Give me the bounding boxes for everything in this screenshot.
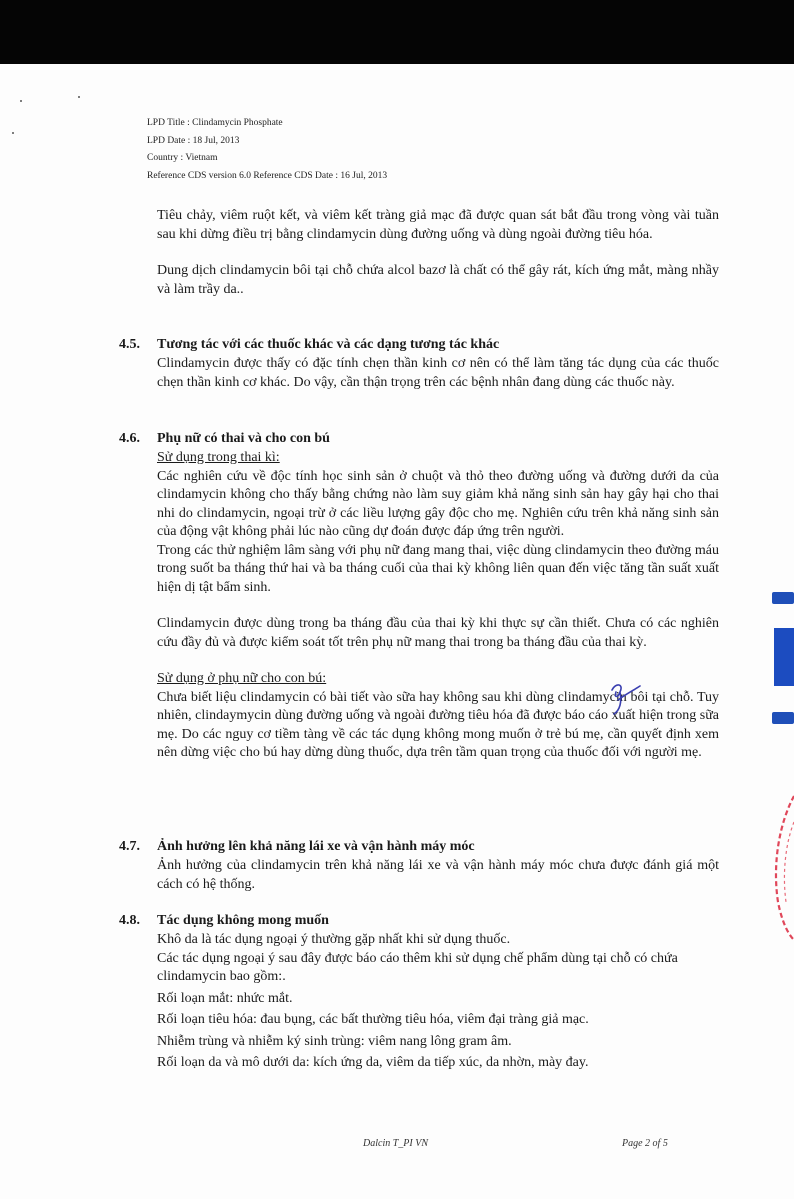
header-title: LPD Title : Clindamycin Phosphate (147, 118, 283, 128)
section-4-7-paragraph: Ảnh hưởng của clindamycin trên khả năng lái xe và vận hành máy móc chưa được đánh giá một cách có hệ thống. (157, 858, 719, 892)
adverse-line: Các tác dụng ngoại ý sau đây được báo cáo thêm khi sử dụng chế phẩm dùng tại chỗ có chứa clindamycin bao gồm:. (157, 950, 678, 984)
document-header (147, 115, 387, 185)
section-4-5-paragraph: Clindamycin được thấy có đặc tính chẹn thần kinh cơ nên có thể làm tăng tác dụng của các thuốc chẹn thần kinh cơ khác. Do vậy, cần thận trọng trên các bệnh nhân đang dùng các thuốc này. (157, 356, 719, 390)
edge-stamp-fragment (772, 712, 794, 724)
section-4-7-body (157, 857, 719, 894)
adverse-line: Khô da là tác dụng ngoại ý thường gặp nhất khi sử dụng thuốc. (157, 932, 511, 947)
scan-top-border (0, 0, 794, 64)
adverse-line: Rối loạn tiêu hóa: đau bụng, các bất thường tiêu hóa, viêm đại tràng giả mạc. (157, 1012, 589, 1027)
lactation-paragraph: Chưa biết liệu clindamycin có bài tiết vào sữa hay không sau khi dùng clindamycin bôi tại chỗ. Tuy nhiên, clindaymycin dùng đường uống và ngoài đường tiêu hóa đã được báo cáo xuất hiện trong sữa mẹ. Do các nguy cơ tiềm tàng về các tác dụng không mong muốn ở trẻ bú mẹ, cần quyết định xem nên dừng việc cho bú hay dừng dùng thuốc, dựa trên tầm quan trọng của thuốc đối với người mẹ. (157, 689, 719, 760)
subheading-lactation: Sử dụng ở phụ nữ cho con bú: (157, 671, 327, 686)
section-4-6-heading (119, 430, 330, 448)
footer-document-id: Dalcin T_PI VN (363, 1138, 428, 1149)
subheading-pregnancy: Sử dụng trong thai kì: (157, 450, 280, 465)
handwritten-initial-signature (606, 678, 642, 718)
red-seal-fragment (768, 792, 794, 942)
section-4-5-heading (119, 336, 499, 354)
edge-stamp-fragment (772, 592, 794, 604)
header-date: LPD Date : 18 Jul, 2013 (147, 135, 240, 146)
section-title: Ảnh hưởng lên khả năng lái xe và vận hành máy móc (157, 839, 475, 854)
section-4-5-body (157, 355, 719, 392)
pregnancy-paragraph-1: Các nghiên cứu về độc tính học sinh sản ở chuột và thỏ theo đường uống và đường dưới da của clindamycin không cho thấy bằng chứng nào làm suy giảm khả năng sinh sản hay gây hại cho thai nhi do clindamycin, ngoại trừ ở các liều lượng gây độc cho mẹ. Nghiên cứu trên khả năng sinh sản của động vật không phải lúc nào cũng dự đoán được đáp ứng trên người. (157, 468, 719, 539)
intro-paragraph-2: Dung dịch clindamycin bôi tại chỗ chứa alcol bazơ là chất có thể gây rát, kích ứng mắt, màng nhầy và làm trầy da.. (157, 263, 719, 297)
section-4-8-body (157, 931, 719, 1073)
section-title: Tương tác với các thuốc khác và các dạng tương tác khác (157, 337, 500, 352)
intro-paragraph-1: Tiêu chảy, viêm ruột kết, và viêm kết tràng giả mạc đã được quan sát bắt đầu trong vòng vài tuần sau khi dừng điều trị bằng clindamycin dùng đường uống và dùng ngoài đường tiêu hóa. (157, 208, 719, 242)
section-4-7-heading (119, 838, 475, 856)
section-title: Phụ nữ có thai và cho con bú (157, 431, 330, 446)
section-4-8-heading (119, 912, 329, 930)
scan-speck (78, 96, 80, 98)
section-title: Tác dụng không mong muốn (157, 913, 329, 928)
section-number: 4.6. (119, 431, 140, 446)
header-country: Country : Vietnam (147, 153, 218, 163)
adverse-line: Rối loạn mắt: nhức mắt. (157, 990, 293, 1006)
footer-page-number: Page 2 of 5 (622, 1138, 668, 1149)
section-number: 4.7. (119, 839, 140, 854)
pregnancy-paragraph-3: Clindamycin được dùng trong ba tháng đầu của thai kỳ khi thực sự cần thiết. Chưa có các nghiên cứu đầy đủ và được kiểm soát tốt trên phụ nữ mang thai trong ba tháng đầu của thai kỳ. (157, 616, 719, 650)
header-reference: Reference CDS version 6.0 Reference CDS Date : 16 Jul, 2013 (147, 170, 388, 181)
scan-speck (20, 100, 22, 102)
section-number: 4.8. (119, 913, 140, 928)
pregnancy-paragraph-2: Trong các thử nghiệm lâm sàng với phụ nữ đang mang thai, việc dùng clindamycin theo đường máu trong suốt ba tháng thứ hai và ba tháng cuối của thai kỳ không liên quan đến việc tăng tần suất xuất hiện dị tật bẩm sinh. (157, 542, 719, 595)
intro-section (157, 207, 719, 299)
adverse-line: Nhiễm trùng và nhiễm ký sinh trùng: viêm nang lông gram âm. (157, 1033, 512, 1049)
section-number: 4.5. (119, 337, 140, 352)
scan-speck (12, 132, 14, 134)
edge-stamp-fragment (774, 628, 794, 686)
adverse-line: Rối loạn da và mô dưới da: kích ứng da, viêm da tiếp xúc, da nhờn, mày đay. (157, 1055, 589, 1070)
